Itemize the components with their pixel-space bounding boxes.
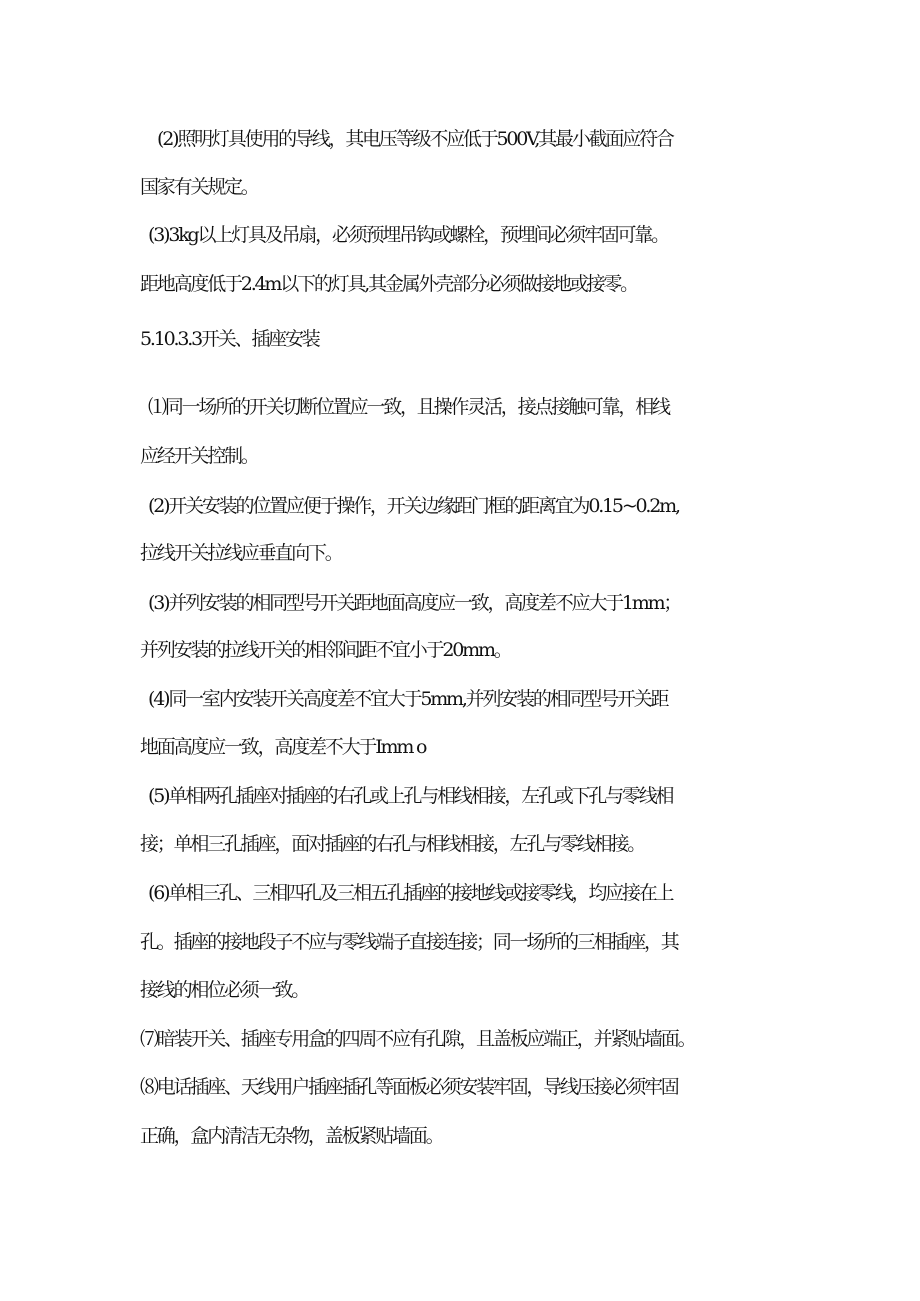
text-line: 孔。插座的接地段子不应与零线端子直接连接；同一场所的三相插座，其 [140, 931, 678, 953]
text-line: (2)开关安装的位置应便于操作，开关边缘距门框的距离宜为0.15~0.2m, [148, 495, 679, 517]
text-line: (6)单相三孔、三相四孔及三相五孔插座的接地线或接零线，均应接在上 [148, 882, 673, 904]
text-line: (3)并列安装的相同型号开关距地面高度应一致，高度差不应大于1mm； [148, 592, 681, 614]
text-line: 应经开关控制。 [140, 445, 258, 467]
text-line: (4)同一室内安装开关高度差不宜大于5mm,并列安装的相同型号开关距 [148, 688, 668, 710]
text-line: 国家有关规定。 [140, 176, 258, 198]
text-line: (3)3kg以上灯具及吊扇，必须预埋吊钩或螺栓，预埋间必须牢固可靠。 [148, 224, 668, 246]
text-line: ⑴同一场所的开关切断位置应一致，且操作灵活，接点接触可靠，相线 [148, 396, 669, 418]
text-line: 接线的相位必须一致。 [140, 979, 309, 1001]
text-line: ⑻电话插座、天线用户插座插孔等面板必须安装牢固，导线压接必须牢固 [140, 1076, 678, 1098]
text-line: 接；单相三孔插座，面对插座的右孔与相线相接，左孔与零线相接。 [140, 833, 645, 855]
text-line: 地面高度应一致，高度差不大于Imm o [140, 736, 426, 758]
text-line: (2)照明灯具使用的导线，其电压等级不应低于500V,其最小截面应符合 [157, 128, 673, 150]
text-line: 距地高度低于2.4m以下的灯具,其金属外壳部分必须做接地或接零。 [140, 273, 637, 295]
text-line: 并列安装的拉线开关的相邻间距不宜小于20mm。 [140, 639, 511, 661]
text-line: 正确，盒内清洁无杂物，盖板紧贴墙面。 [140, 1125, 443, 1147]
text-line: ⑺暗装开关、插座专用盒的四周不应有孔隙，且盖板应端正，并紧贴墙面。 [140, 1028, 695, 1050]
text-line: (5)单相两孔插座对插座的右孔或上孔与相线相接，左孔或下孔与零线相 [148, 785, 673, 807]
section-heading: 5.10.3.3开关、插座安装 [140, 328, 319, 350]
text-line: 拉线开关拉线应垂直向下。 [140, 542, 342, 564]
